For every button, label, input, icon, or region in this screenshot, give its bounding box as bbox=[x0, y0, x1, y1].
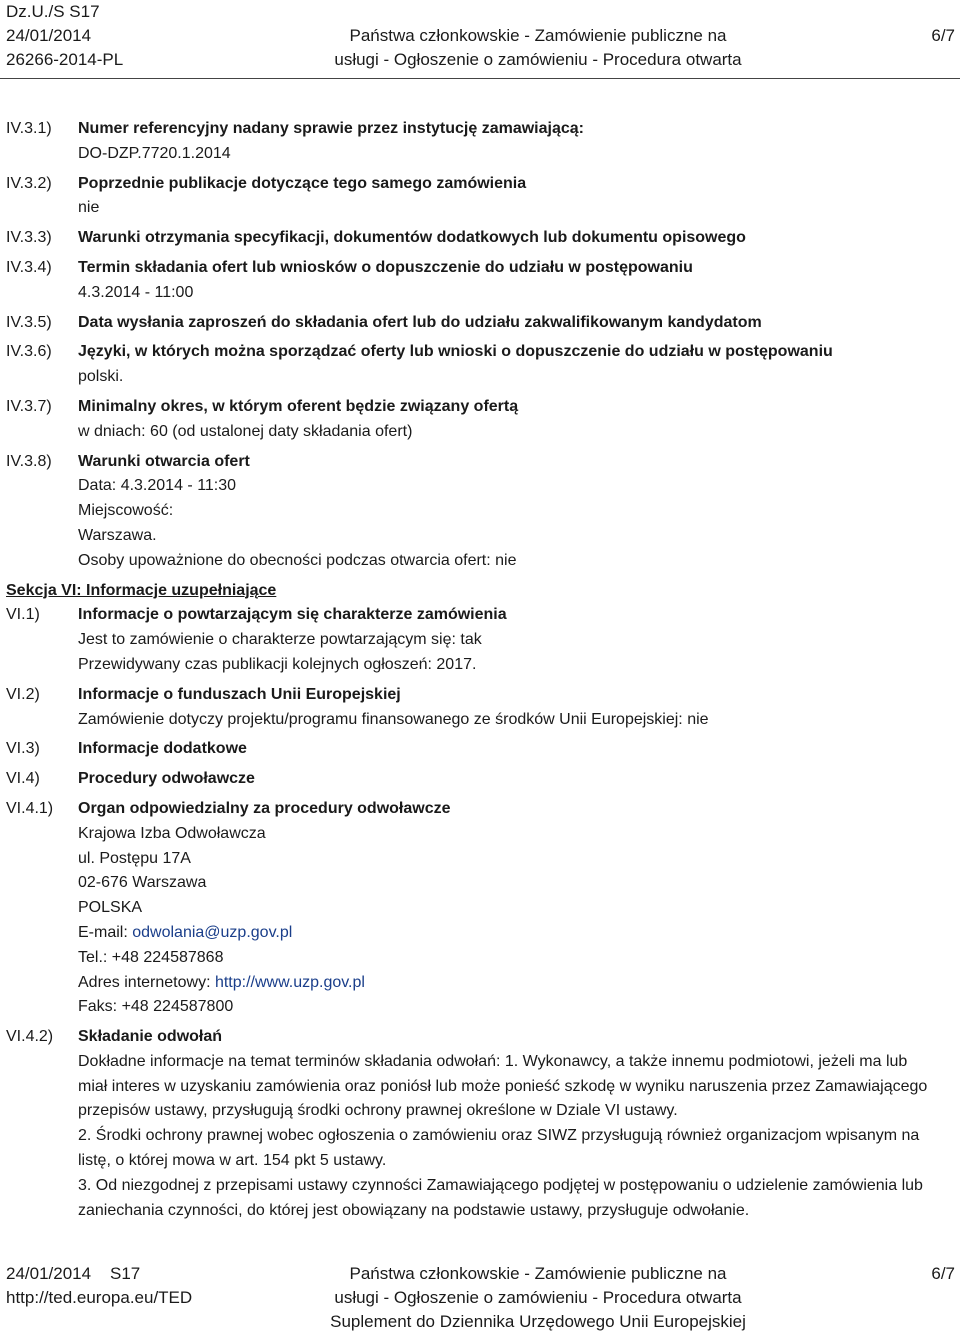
iv-section bbox=[0, 450, 960, 574]
section-number: VI.2) bbox=[6, 685, 40, 703]
org-name: Krajowa Izba Odwoławcza bbox=[78, 824, 266, 842]
section-line: Przewidywany czas publikacji kolejnych ogłoszeń: 2017. bbox=[78, 655, 477, 673]
section-line: polski. bbox=[78, 368, 124, 386]
section-title: Języki, w których można sporządzać oferty lub wnioski o dopuszczenie do udziału w postępowaniu bbox=[78, 343, 833, 361]
iv-section bbox=[0, 256, 960, 306]
footer-center bbox=[0, 1262, 960, 1334]
email-link[interactable]: odwolania@uzp.gov.pl bbox=[132, 923, 293, 941]
org-www-row bbox=[78, 971, 940, 996]
section-title: Informacje o funduszach Unii Europejskiej bbox=[78, 685, 401, 703]
section-title: Warunki otwarcia ofert bbox=[78, 452, 250, 470]
section-title: Procedury odwoławcze bbox=[78, 770, 255, 788]
footer-title-line1: Państwa członkowskie - Zamówienie publiczne na bbox=[349, 1264, 727, 1283]
section-line: Zamówienie dotyczy projektu/programu finansowanego ze środków Unii Europejskiej: nie bbox=[78, 710, 709, 728]
www-label: Adres internetowy: bbox=[78, 973, 215, 991]
section-title: Organ odpowiedzialny za procedury odwoławcze bbox=[78, 799, 451, 817]
section-number: IV.3.5) bbox=[6, 313, 52, 331]
vi-section bbox=[0, 737, 960, 762]
section-title: Informacje o powtarzającym się charakterze zamówienia bbox=[78, 606, 507, 624]
header-page-number: 6/7 bbox=[931, 26, 955, 45]
section-line: w dniach: 60 (od ustalonej daty składania ofert) bbox=[78, 422, 413, 440]
appeal-paragraph-3: 3. Od niezgodnej z przepisami ustawy czynności Zamawiającego podjętej w postępowaniu o udzielenie zamówienia lub zaniechania czynności, do której jest obowiązany na podstawie ustawy, przysługuje odwołanie. bbox=[78, 1176, 923, 1219]
section-number: IV.3.4) bbox=[6, 258, 52, 276]
org-fax: Faks: +48 224587800 bbox=[78, 998, 234, 1016]
section-number: VI.3) bbox=[6, 740, 40, 758]
iv-section bbox=[0, 117, 960, 167]
section-line: 4.3.2014 - 11:00 bbox=[78, 283, 194, 301]
footer-url: http://ted.europa.eu/TED bbox=[6, 1288, 193, 1307]
section-title: Data wysłania zaproszeń do składania ofert lub do udziału zakwalifikowanym kandydatom bbox=[78, 313, 762, 331]
section-number: IV.3.1) bbox=[6, 120, 52, 137]
header-date: 24/01/2014 bbox=[6, 26, 92, 45]
section-title: Poprzednie publikacje dotyczące tego samego zamówienia bbox=[78, 174, 527, 192]
footer-title-line3: Suplement do Dziennika Urzędowego Unii Europejskiej bbox=[330, 1312, 746, 1331]
footer-title-line2: usługi - Ogłoszenie o zamówieniu - Procedura otwarta bbox=[334, 1288, 742, 1307]
section-number: IV.3.8) bbox=[6, 452, 52, 470]
section-title: Informacje dodatkowe bbox=[78, 740, 247, 758]
section-title: Składanie odwołań bbox=[78, 1028, 223, 1046]
appeal-paragraph-1: Dokładne informacje na temat terminów składania odwołań: 1. Wykonawcy, a także innemu podmiotowi, jeżeli ma lub miał interes w uzyskaniu zamówienia oraz poniósł lub może ponieść szkodę w wyniku naruszenia przez Zamawiającego przepisów ustawy, przysługują środki ochrony prawnej określone w Dziale VI ustawy. bbox=[78, 1052, 928, 1120]
iv-section bbox=[0, 172, 960, 222]
section-line: Warszawa. bbox=[78, 526, 157, 544]
section-number: IV.3.3) bbox=[6, 229, 52, 247]
org-street: ul. Postępu 17A bbox=[78, 849, 191, 867]
section-title: Minimalny okres, w którym oferent będzie związany ofertą bbox=[78, 397, 519, 415]
vi-section bbox=[0, 767, 960, 792]
section-number: IV.3.6) bbox=[6, 343, 52, 361]
vi-section bbox=[0, 683, 960, 733]
header-divider bbox=[0, 78, 960, 79]
footer-date-series: 24/01/2014 S17 bbox=[6, 1264, 141, 1283]
header-center bbox=[0, 0, 960, 72]
section-number: IV.3.7) bbox=[6, 397, 52, 415]
vi-section bbox=[0, 603, 960, 677]
section-line: nie bbox=[78, 199, 100, 217]
section-line: Miejscowość: bbox=[78, 502, 174, 520]
org-tel: Tel.: +48 224587868 bbox=[78, 948, 224, 966]
header-title-line1: Państwa członkowskie - Zamówienie publiczne na bbox=[349, 26, 727, 45]
header-journal: Dz.U./S S17 bbox=[6, 2, 100, 21]
iv-section bbox=[0, 311, 960, 336]
section-vi-heading: Sekcja VI: Informacje uzupełniające bbox=[6, 581, 277, 599]
iv-section bbox=[0, 226, 960, 251]
footer-page-number: 6/7 bbox=[931, 1264, 955, 1283]
document-content bbox=[0, 117, 960, 1223]
section-vi42 bbox=[0, 1025, 960, 1223]
section-line: Jest to zamówienie o charakterze powtarzającym się: tak bbox=[78, 631, 482, 649]
org-email-row bbox=[78, 921, 940, 946]
section-vi-list bbox=[0, 603, 960, 797]
iv-section bbox=[0, 395, 960, 445]
section-number: VI.4) bbox=[6, 770, 40, 788]
section-vi41 bbox=[0, 797, 960, 1020]
section-title: Termin składania ofert lub wniosków o dopuszczenie do udziału w postępowaniu bbox=[78, 258, 693, 276]
section-number: VI.4.1) bbox=[6, 799, 54, 817]
header-doc-id: 26266-2014-PL bbox=[6, 50, 124, 69]
header-title-line2: usługi - Ogłoszenie o zamówieniu - Procedura otwarta bbox=[334, 50, 742, 69]
section-line: DO-DZP.7720.1.2014 bbox=[78, 144, 231, 162]
section-iv-list bbox=[0, 117, 960, 579]
section-line: Osoby upoważnione do obecności podczas otwarcia ofert: nie bbox=[78, 551, 517, 569]
www-link[interactable]: http://www.uzp.gov.pl bbox=[214, 973, 365, 991]
email-label: E-mail: bbox=[78, 923, 133, 941]
section-line: Data: 4.3.2014 - 11:30 bbox=[78, 477, 237, 495]
org-country: POLSKA bbox=[78, 899, 143, 917]
appeal-paragraph-2: 2. Środki ochrony prawnej wobec ogłoszenia o zamówieniu oraz SIWZ przysługują również organizacjom wpisanym na listę, o której mowa w art. 154 pkt 5 ustawy. bbox=[78, 1127, 920, 1170]
section-title: Numer referencyjny nadany sprawie przez instytucję zamawiającą: bbox=[78, 120, 584, 137]
section-number: VI.1) bbox=[6, 606, 40, 624]
iv-section bbox=[0, 340, 960, 390]
org-city: 02-676 Warszawa bbox=[78, 874, 207, 892]
section-number: VI.4.2) bbox=[6, 1028, 54, 1046]
section-number: IV.3.2) bbox=[6, 174, 52, 192]
section-title: Warunki otrzymania specyfikacji, dokumentów dodatkowych lub dokumentu opisowego bbox=[78, 229, 746, 247]
